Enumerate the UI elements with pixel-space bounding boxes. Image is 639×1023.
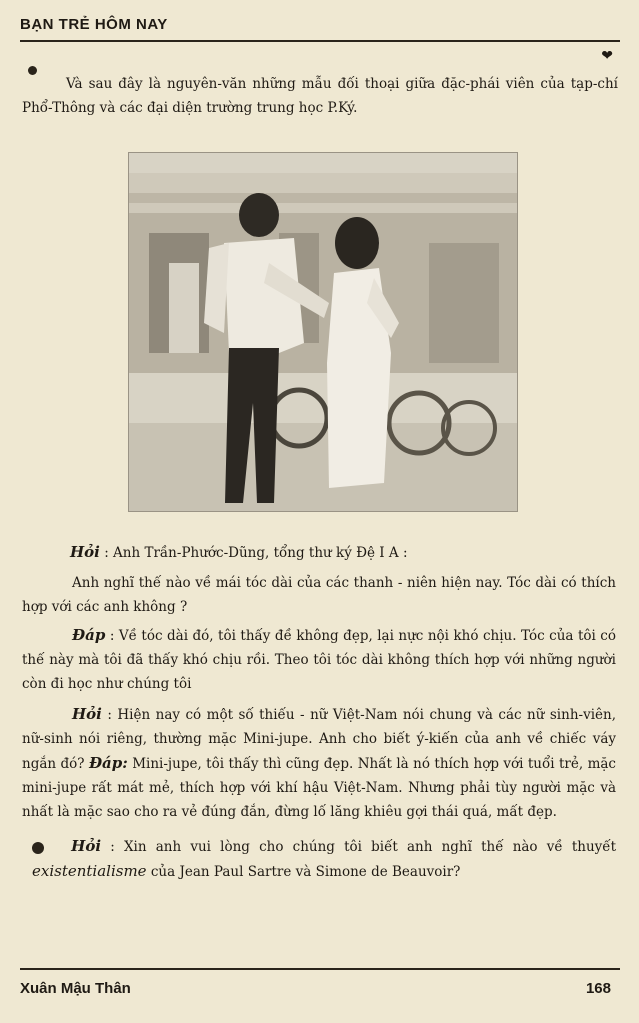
question-bullet-icon <box>32 842 44 854</box>
photo-illustration <box>129 153 517 511</box>
answer-2-text: Mini-jupe, tôi thấy thì cũng đẹp. Nhất là nó thích hợp với tuổi trẻ, mặc mini-jupe rất mát mẻ, thích hợp với khí hậu Việt-Nam. Nhưng phải tùy người mặc và nhất là mặc sao cho ra vẻ đúng đắn, đừng lố lăng khiêu gợi thái quá, mất đẹp. <box>22 756 616 820</box>
answer-1-text: : Về tóc dài đó, tôi thấy đề không đẹp, lại nực nội khó chịu. Tóc của tôi có thế này mà tôi đã thấy khó chịu rồi. Theo tôi tóc dài không thích hợp với những người còn đi học như chúng tôi <box>22 628 616 692</box>
interview-section <box>22 540 616 884</box>
issue-title: Xuân Mậu Thân <box>20 980 131 997</box>
intro-paragraph: Và sau đây là nguyên-văn những mẫu đối thoại giữa đặc-phái viên của tạp-chí Phổ-Thông và các đại diện trường trung học P.Ký. <box>22 76 618 116</box>
question-label: Hỏi <box>70 543 100 561</box>
question-label: Hỏi <box>71 837 102 855</box>
page-number: 168 <box>585 980 611 997</box>
corner-ornament-icon: ❤ <box>601 48 613 64</box>
section-header: BẠN TRẺ HÔM NAY <box>20 16 168 33</box>
header-rule <box>20 40 620 42</box>
answer-1 <box>22 623 616 696</box>
question-3-emphasis: existentialisme <box>32 862 147 880</box>
question-2-text: : Hiện nay có một số thiếu - nữ Việt-Nam nói chung và các nữ sinh-viên, nữ-sinh nói riêng, thường mặc Mini-jupe. Anh cho biết ý-kiến của anh về chiếc váy ngắn đó? <box>22 707 616 772</box>
footer-rule <box>20 968 620 970</box>
question-label: Hỏi <box>72 705 102 723</box>
question-1-body: Anh nghĩ thế nào về mái tóc dài của các thanh - niên hiện nay. Tóc dài có thích hợp với các anh không ? <box>22 575 616 615</box>
question-3-text-after: của Jean Paul Sartre và Simone de Beauvoir? <box>150 864 461 880</box>
photograph-of-students <box>128 152 518 512</box>
question-2 <box>22 702 616 824</box>
question-3 <box>22 834 616 884</box>
answer-label: Đáp: <box>88 754 128 772</box>
answer-label: Đáp <box>72 626 106 644</box>
question-3-text-before: : Xin anh vui lòng cho chúng tôi biết anh nghĩ thế nào về thuyết <box>110 839 616 855</box>
question-1-header <box>22 540 616 565</box>
question-1-text: : Anh Trần-Phước-Dũng, tổng thư ký Đệ I A : <box>104 545 408 561</box>
